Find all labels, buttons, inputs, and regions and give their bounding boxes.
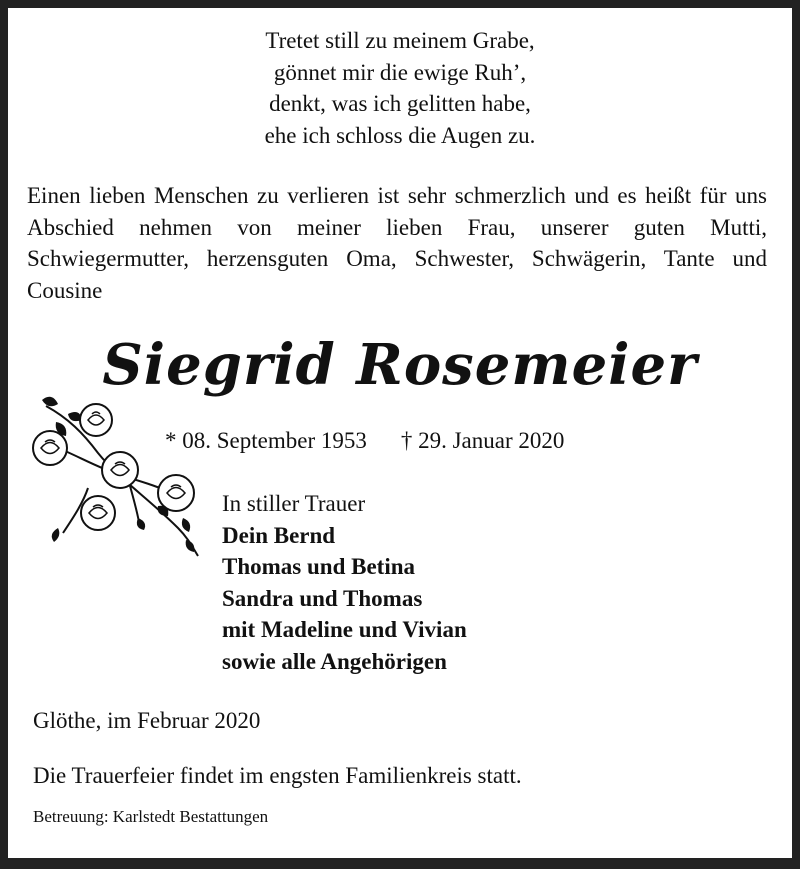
place-date: Glöthe, im Februar 2020 (33, 708, 261, 733)
mourner-name: mit Madeline und Vivian (222, 617, 467, 642)
memorial-poem (0, 25, 800, 151)
service-note: Die Trauerfeier findet im engsten Familienkreis statt. (33, 763, 522, 788)
funeral-home-credit: Betreuung: Karlstedt Bestattungen (33, 807, 269, 826)
birth-date: * 08. September 1953 (165, 428, 367, 453)
poem-line: ehe ich schloss die Augen zu. (264, 122, 536, 148)
mourners-heading: In stiller Trauer (222, 491, 366, 516)
roses-branch-icon (28, 378, 218, 558)
mourners-block (222, 488, 467, 677)
poem-line: denkt, was ich gelitten habe, (269, 91, 531, 116)
poem-line: gönnet mir die ewige Ruh’, (273, 59, 527, 85)
mourner-name: sowie alle Angehörigen (222, 648, 447, 674)
life-dates (165, 425, 564, 456)
deceased-name: Siegrid Rosemeier (102, 332, 698, 398)
mourner-name: Sandra und Thomas (222, 585, 423, 611)
mourner-name: Dein Bernd (222, 522, 336, 548)
death-date: † 29. Januar 2020 (400, 428, 565, 453)
intro-text: Einen lieben Menschen zu verlieren ist sehr schmerzlich und es heißt für uns Abschied nehmen von meiner lieben Frau, unserer guten Mutti, Schwiegermutter, herzensguten Oma, Schwester, Schwägerin, Tante und Cousine (27, 183, 767, 303)
mourner-name: Thomas und Betina (222, 554, 416, 579)
poem-line: Tretet still zu meinem Grabe, (265, 28, 535, 53)
